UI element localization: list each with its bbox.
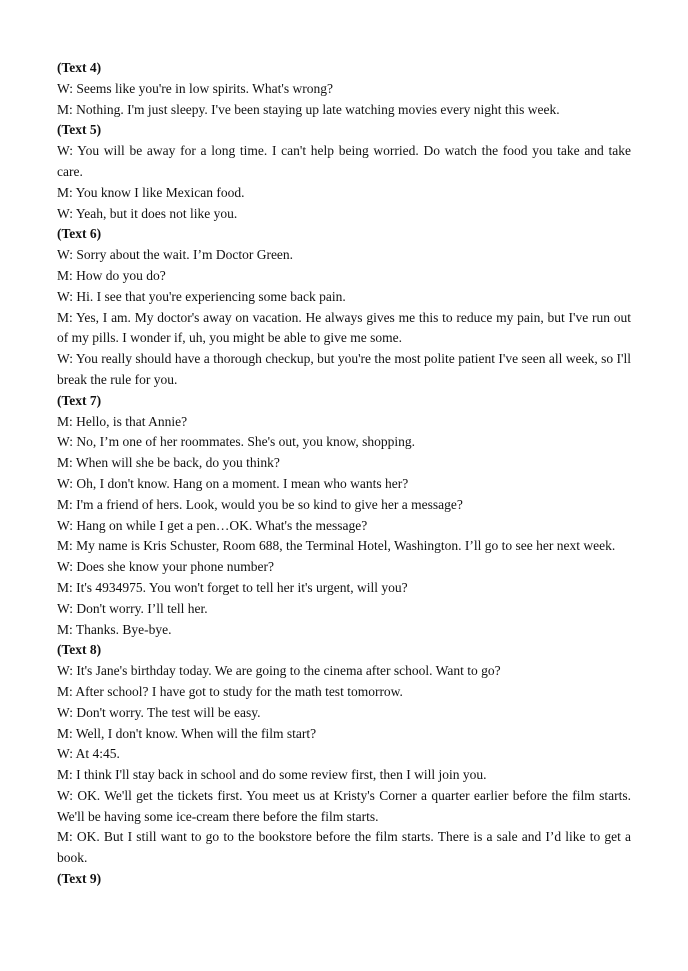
dialogue-line: W: Don't worry. The test will be easy.	[57, 704, 261, 720]
dialogue-line: M: Well, I don't know. When will the film start?	[57, 725, 317, 741]
dialogue-line: W: You will be away for a long time. I can't help being worried. Do watch the food you take and take care.	[57, 143, 631, 179]
section-heading-text6: (Text 6)	[57, 226, 102, 242]
section-heading-text8: (Text 8)	[57, 642, 102, 658]
section-heading-text9: (Text 9)	[57, 871, 102, 887]
dialogue-line: W: Does she know your phone number?	[57, 559, 274, 575]
dialogue-line: W: No, I’m one of her roommates. She's out, you know, shopping.	[57, 434, 416, 450]
dialogue-line: W: Oh, I don't know. Hang on a moment. I mean who wants her?	[57, 475, 409, 491]
dialogue-line: W: At 4:45.	[57, 746, 120, 762]
dialogue-line: M: After school? I have got to study for the math test tomorrow.	[57, 683, 403, 699]
dialogue-line: W: Don't worry. I’ll tell her.	[57, 600, 208, 616]
dialogue-line: W: You really should have a thorough checkup, but you're the most polite patient I've seen all week, so I'll break the rule for you.	[57, 351, 631, 387]
dialogue-line: M: Hello, is that Annie?	[57, 413, 188, 429]
dialogue-line: M: It's 4934975. You won't forget to tell her it's urgent, will you?	[57, 579, 408, 595]
dialogue-line: M: Yes, I am. My doctor's away on vacation. He always gives me this to reduce my pain, but I've run out of my pills. I wonder if, uh, you might be able to give me some.	[57, 309, 631, 346]
dialogue-line: W: OK. We'll get the tickets first. You meet us at Kristy's Corner a quarter earlier before the film starts. We'll be having some ice-cream there before the film starts.	[57, 787, 631, 824]
section-heading-text5: (Text 5)	[57, 122, 102, 138]
dialogue-line: M: How do you do?	[57, 267, 166, 283]
dialogue-line: M: I think I'll stay back in school and do some review first, then I will join you.	[57, 767, 487, 783]
dialogue-line: M: Thanks. Bye-bye.	[57, 621, 172, 637]
dialogue-line: M: My name is Kris Schuster, Room 688, the Terminal Hotel, Washington. I’ll go to see her next week.	[57, 538, 616, 554]
dialogue-line: W: Yeah, but it does not like you.	[57, 205, 238, 221]
dialogue-line: M: I'm a friend of hers. Look, would you be so kind to give her a message?	[57, 496, 463, 512]
dialogue-line: W: It's Jane's birthday today. We are going to the cinema after school. Want to go?	[57, 663, 501, 679]
section-heading-text7: (Text 7)	[57, 392, 102, 408]
section-heading-text4: (Text 4)	[57, 60, 102, 75]
dialogue-line: W: Seems like you're in low spirits. What's wrong?	[57, 80, 333, 96]
dialogue-line: W: Hi. I see that you're experiencing some back pain.	[57, 288, 346, 304]
dialogue-line: W: Hang on while I get a pen…OK. What's the message?	[57, 517, 368, 533]
transcript-content	[57, 58, 631, 890]
dialogue-line: M: When will she be back, do you think?	[57, 455, 280, 471]
dialogue-line: M: Nothing. I'm just sleepy. I've been staying up late watching movies every night this week.	[57, 101, 560, 117]
dialogue-line: W: Sorry about the wait. I’m Doctor Green.	[57, 247, 294, 263]
dialogue-line: M: OK. But I still want to go to the bookstore before the film starts. There is a sale and I’d like to get a book.	[57, 829, 631, 866]
dialogue-line: M: You know I like Mexican food.	[57, 184, 245, 200]
